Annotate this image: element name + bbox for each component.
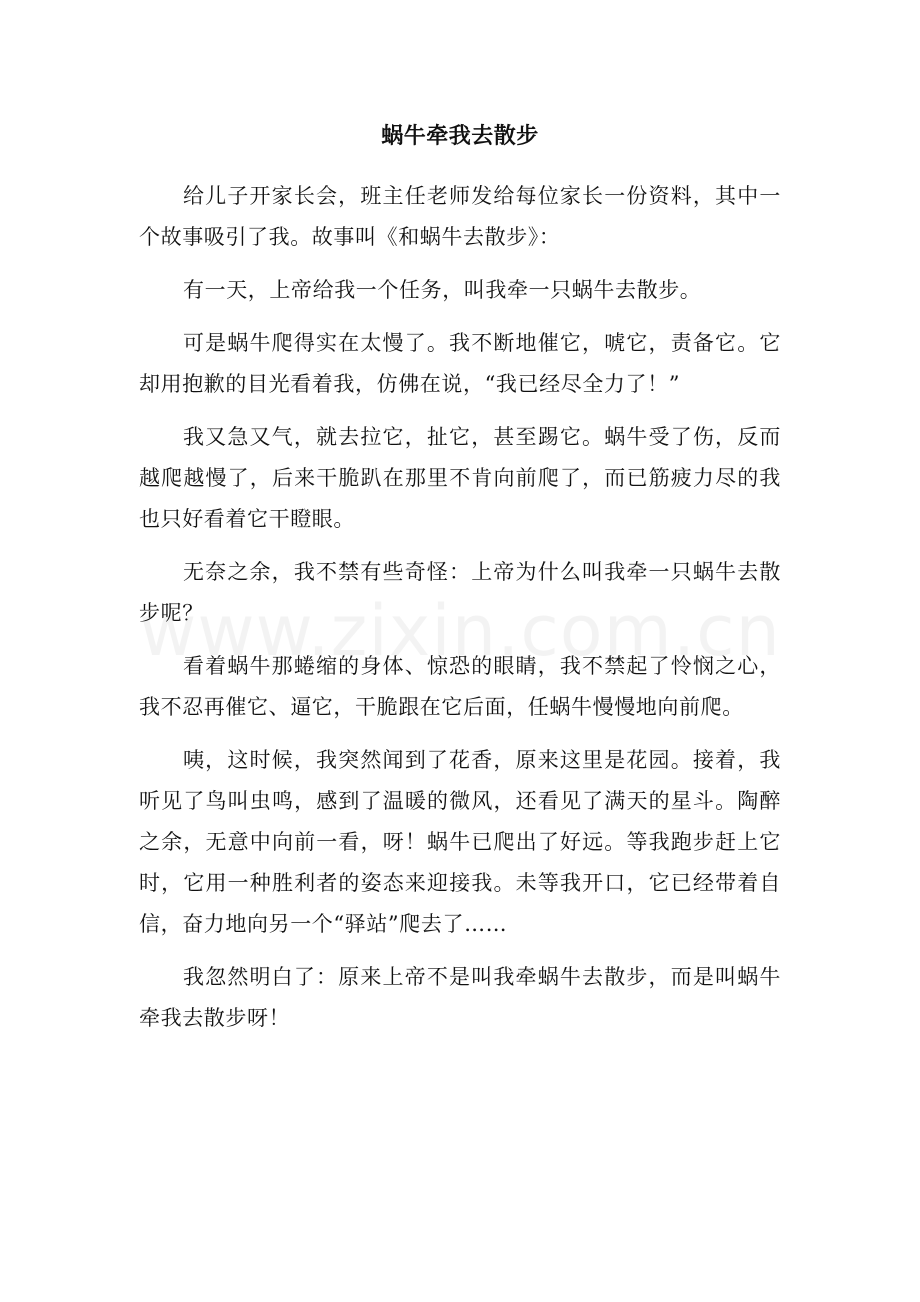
paragraph-5: 无奈之余，我不禁有些奇怪：上帝为什么叫我牵一只蜗牛去散步呢？ — [139, 560, 781, 625]
paragraph-4: 我又急又气，就去拉它，扯它，甚至踢它。蜗牛受了伤，反而越爬越慢了，后来干脆趴在那里不肯向前爬了，而已筋疲力尽的我也只好看着它干瞪眼。 — [139, 425, 781, 531]
paragraph-1: 给儿子开家长会，班主任老师发给每位家长一份资料，其中一个故事吸引了我。故事叫《和蜗牛去散步》： — [139, 184, 781, 249]
paragraph-3: 可是蜗牛爬得实在太慢了。我不断地催它，唬它，责备它。它却用抱歉的目光看着我，仿佛在说，“我已经尽全力了！” — [139, 331, 781, 396]
paragraph-7: 咦，这时候，我突然闻到了花香，原来这里是花园。接着，我听见了鸟叫虫鸣，感到了温暖的微风，还看见了满天的星斗。陶醉之余，无意中向前一看，呀！蜗牛已爬出了好远。等我跑步赶上它时，它用一种胜利者的姿态来迎接我。未等我开口，它已经带着自信，奋力地向另一个“驿站”爬去了…… — [139, 748, 781, 936]
paragraph-2: 有一天，上帝给我一个任务，叫我牵一只蜗牛去散步。 — [183, 278, 702, 302]
document-body — [139, 176, 781, 1051]
paragraph-8: 我忽然明白了：原来上帝不是叫我牵蜗牛去散步，而是叫蜗牛牵我去散步呀！ — [139, 965, 781, 1030]
paragraph-6: 看着蜗牛那蜷缩的身体、惊恐的眼睛，我不禁起了怜悯之心，我不忍再催它、逼它，干脆跟在它后面，任蜗牛慢慢地向前爬。 — [139, 654, 781, 719]
document-title: 蜗牛牵我去散步 — [381, 123, 539, 149]
